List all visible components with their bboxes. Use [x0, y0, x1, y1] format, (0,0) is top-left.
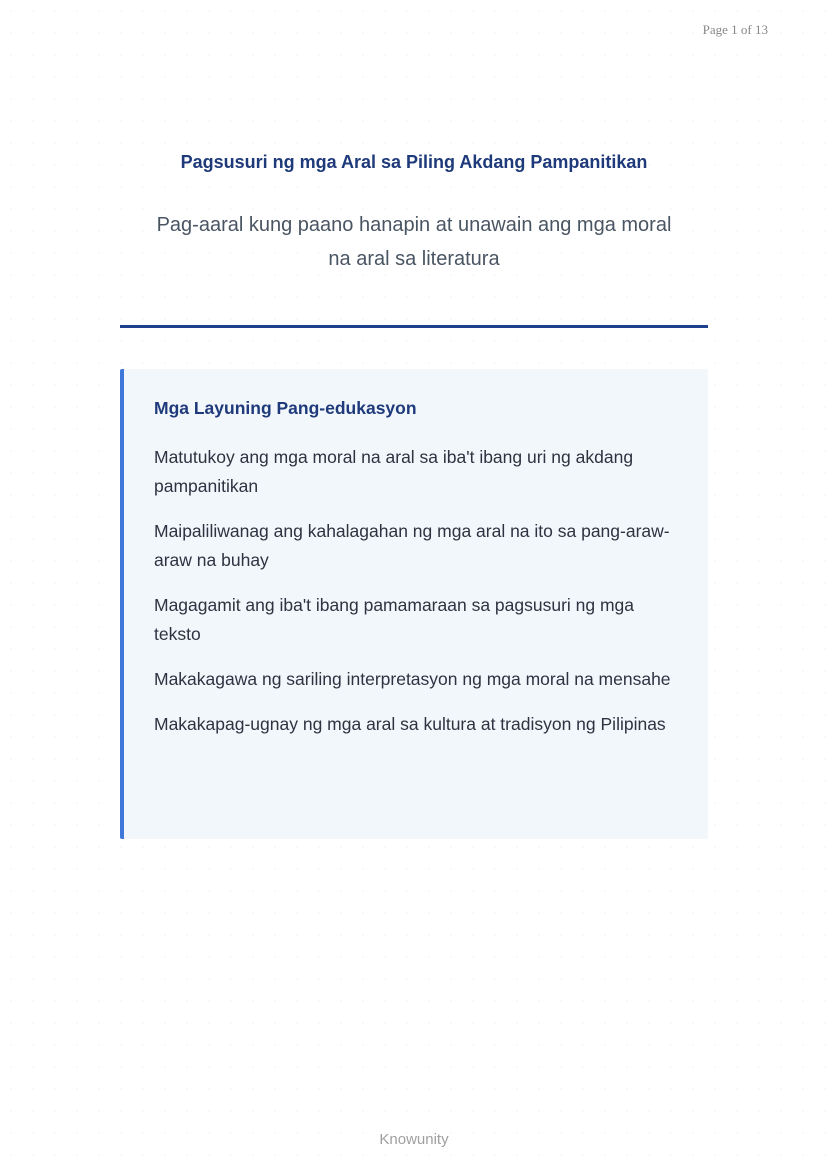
objectives-heading: Mga Layuning Pang-edukasyon — [154, 398, 417, 418]
document-subtitle: Pag-aaral kung paano hanapin at unawain ang mga moral na aral sa literatura — [156, 214, 672, 270]
objective-item: Makakapag-ugnay ng mga aral sa kultura at tradisyon ng Pilipinas — [154, 714, 666, 734]
objective-item: Matutukoy ang mga moral na aral sa iba't ibang uri ng akdang pampanitikan — [154, 447, 634, 496]
page-number: Page 1 of 13 — [702, 22, 768, 37]
objective-item: Magagamit ang iba't ibang pamamaraan sa pagsusuri ng mga teksto — [154, 595, 635, 644]
objectives-list — [154, 443, 674, 755]
objective-item: Makakagawa ng sariling interpretasyon ng mga moral na mensahe — [154, 669, 671, 689]
footer-brand: Knowunity — [379, 1131, 449, 1148]
title-divider — [120, 325, 708, 328]
document-title: Pagsusuri ng mga Aral sa Piling Akdang Pampanitikan — [180, 152, 648, 172]
objective-item: Maipaliliwanag ang kahalagahan ng mga aral na ito sa pang-araw-araw na buhay — [154, 521, 670, 570]
learning-objectives-box — [120, 369, 708, 839]
